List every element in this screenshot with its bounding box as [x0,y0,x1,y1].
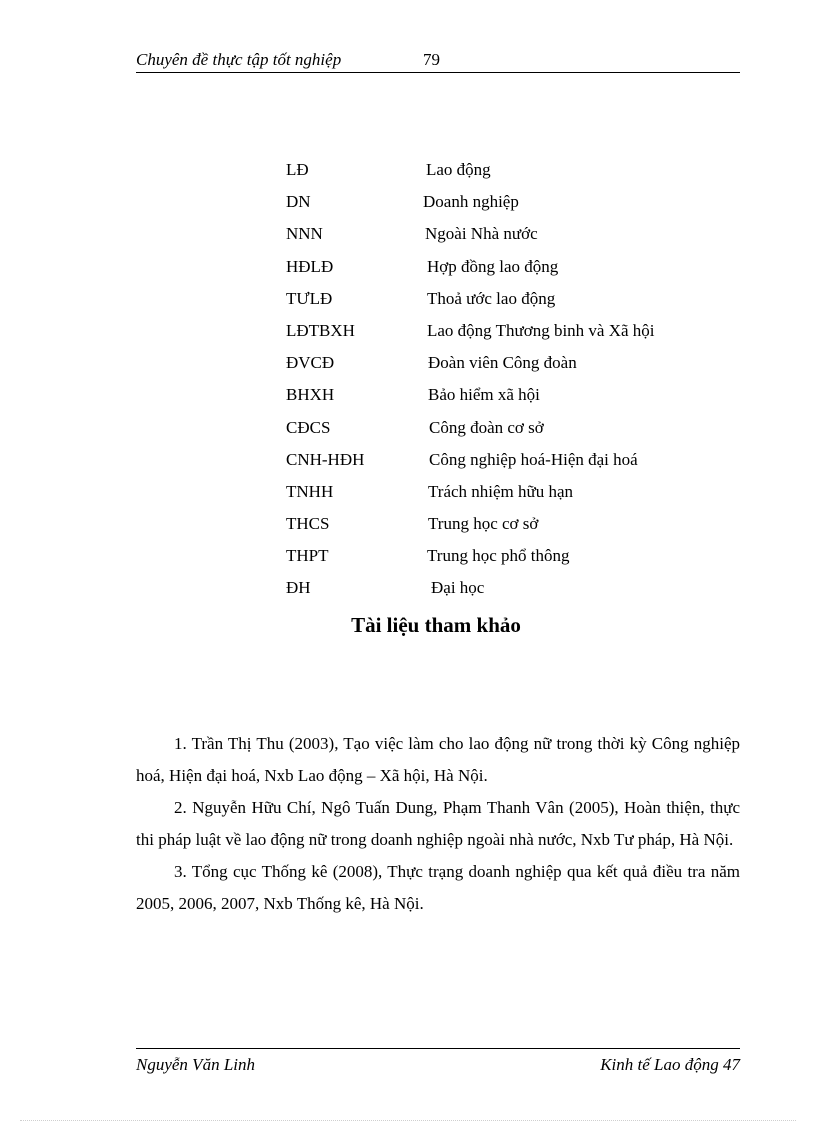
abbreviation-meaning: Bảo hiểm xã hội [428,385,540,405]
abbreviation-meaning: Lao động [426,160,491,179]
references-title: Tài liệu tham khảo [351,613,521,637]
header-title: Chuyên đề thực tập tốt nghiệp [136,50,342,69]
abbreviation-meaning: Lao động Thương binh và Xã hội [427,320,655,340]
abbreviation-code: TNHH [286,481,334,501]
abbreviation-row [286,321,746,353]
abbreviation-meaning: Trung học cơ sở [428,514,539,534]
abbreviation-code: LĐTBXH [286,320,355,340]
abbreviation-code: CĐCS [286,417,331,437]
abbreviation-row [286,578,746,610]
abbreviation-meaning: Công đoàn cơ sở [429,417,544,437]
abbreviation-code: THPT [286,546,329,566]
abbreviation-row [286,224,746,256]
reference-item: 1. Trần Thị Thu (2003), Tạo việc làm cho lao động nữ trong thời kỳ Công nghiệp hoá, Hiện đại hoá, Nxb Lao động – Xã hội, Hà Nội. [136,734,740,785]
page-header [136,48,740,73]
abbreviation-meaning: Thoả ước lao động [427,288,556,308]
abbreviation-row [286,546,746,578]
abbreviation-row [286,482,746,514]
abbreviation-meaning: Ngoài Nhà nước [425,224,538,244]
abbreviation-row [286,192,746,224]
abbreviation-code: ĐVCĐ [286,353,335,373]
abbreviation-meaning: Trách nhiệm hữu hạn [428,481,574,501]
abbreviation-code: ĐH [286,578,311,598]
abbreviation-row [286,514,746,546]
abbreviation-code: THCS [286,514,330,534]
reference-item: 3. Tổng cục Thống kê (2008), Thực trạng doanh nghiệp qua kết quả điều tra năm 2005, 2006, 2007, Nxb Thống kê, Hà Nội. [136,862,740,913]
references-list [136,728,740,920]
abbreviation-meaning: Đại học [431,578,485,598]
abbreviation-row [286,450,746,482]
footer-author: Nguyễn Văn Linh [136,1055,255,1074]
reference-item: 2. Nguyễn Hữu Chí, Ngô Tuấn Dung, Phạm Thanh Vân (2005), Hoàn thiện, thực thi pháp luật về lao động nữ trong doanh nghiệp ngoài nhà nước, Nxb Tư pháp, Hà Nội. [136,798,740,849]
page-bottom-divider [20,1120,796,1121]
abbreviation-code: TƯLĐ [286,288,333,308]
abbreviation-row [286,257,746,289]
abbreviation-meaning: Đoàn viên Công đoàn [428,353,577,373]
abbreviation-meaning: Công nghiệp hoá-Hiện đại hoá [429,449,638,469]
abbreviation-row [286,385,746,417]
abbreviation-meaning: Trung học phổ thông [427,546,570,566]
page-footer [136,1048,740,1079]
page-number: 79 [423,50,440,69]
abbreviation-code: HĐLĐ [286,256,334,276]
footer-class: Kinh tế Lao động 47 [600,1055,740,1074]
abbreviation-code: NNN [286,224,323,244]
abbreviation-list [286,160,746,611]
abbreviation-row [286,353,746,385]
abbreviation-row [286,289,746,321]
abbreviation-code: CNH-HĐH [286,449,365,469]
abbreviation-meaning: Hợp đồng lao động [427,256,559,276]
abbreviation-meaning: Doanh nghiệp [423,192,519,212]
abbreviation-row [286,418,746,450]
abbreviation-row [286,160,746,192]
abbreviation-code: DN [286,192,311,212]
abbreviation-code: LĐ [286,160,309,179]
abbreviation-code: BHXH [286,385,335,405]
